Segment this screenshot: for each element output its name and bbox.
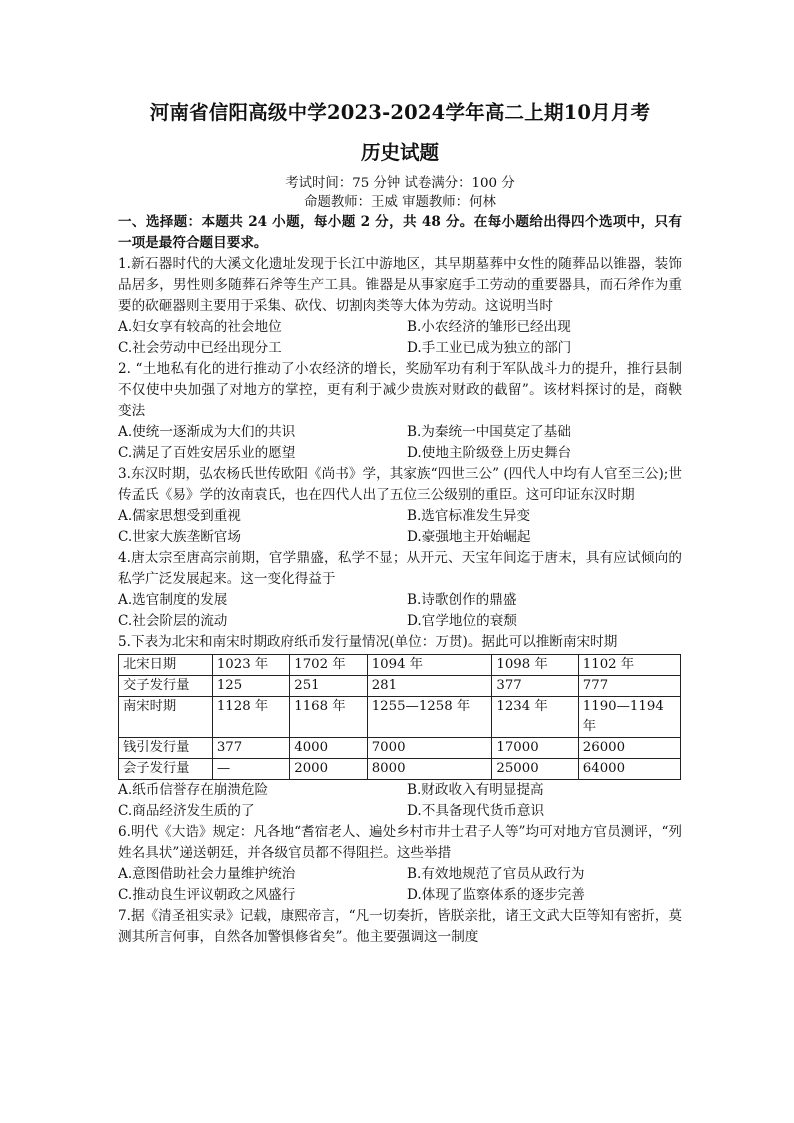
table-cell: 南宋时期 [119,697,213,738]
question-options [118,506,682,548]
option-b: B.选官标准发生异变 [407,508,531,524]
option-c: C.社会劳动中已经出现分工 [118,340,282,356]
table-cell: 125 [212,676,289,697]
table-cell: 64000 [578,759,680,780]
table-cell: 1094 年 [367,655,492,676]
question-stem: 3.东汉时期，弘农杨氏世传欧阳《尚书》学，其家族“四世三公” (四代人中均有人官至三公);世传孟氏《易》学的汝南袁氏，也在四代人出了五位三公级别的重臣。这可印证东汉时期 [118,466,682,503]
table-cell: 7000 [367,738,492,759]
table-cell: 1168 年 [290,697,367,738]
option-a: A.纸币信誉存在崩溃危险 [118,782,269,798]
table-cell: 1702 年 [290,655,367,676]
option-c: C.社会阶层的流动 [118,613,228,629]
option-a: A.选官制度的发展 [118,592,228,608]
option-b: B.诗歌创作的鼎盛 [407,592,517,608]
table-cell: 钱引发行量 [119,738,213,759]
table-cell: 北宋日期 [119,655,213,676]
option-d: D.不具备现代货币意识 [407,803,545,819]
table-cell: 4000 [290,738,367,759]
table-row [119,738,681,759]
table-cell: 251 [290,676,367,697]
exam-title: 河南省信阳高级中学2023-2024学年高二上期10月月考 [149,101,651,124]
option-d: D.体现了监察体系的逐步完善 [407,887,585,903]
question-options [118,317,682,359]
question-options [118,864,682,906]
table-cell: 1234 年 [492,697,578,738]
table-cell: 1023 年 [212,655,289,676]
question-stem: 1.新石器时代的大溪文化遗址发现于长江中游地区，其早期墓葬中女性的随葬品以锥器，装饰品居多，男性则多随葬石斧等生产工具。锥器是从事家庭手工劳动的重要器具，而石斧作为重要的砍砸器则主要用于采集、砍伐、切割肉类等大体为劳动。这说明当时 [118,256,682,314]
exam-page [118,100,682,948]
option-d: D.官学地位的衰颓 [407,613,517,629]
option-c: C.世家大族垄断官场 [118,529,241,545]
question-stem: 4.唐太宗至唐高宗前期，官学鼎盛，私学不显；从开元、天宝年间迄于唐末，具有应试倾向的私学广泛发展起来。这一变化得益于 [118,550,682,587]
option-a: A.意图借助社会力量维护统治 [118,866,296,882]
question-stem: 6.明代《大诰》规定：凡各地“耆宿老人、遍处乡村市井士君子人等”均可对地方官员测评，“列姓名具状”递送朝廷，并各级官员都不得阻拦。这些举措 [118,824,682,861]
option-b: B.为秦统一中国莫定了基础 [407,424,571,440]
table-cell: 25000 [492,759,578,780]
option-b: B.财政收入有明显提高 [407,782,544,798]
currency-table [118,654,681,780]
question-stem: 5.下表为北宋和南宋时期政府纸币发行量情况(单位：万贯)。据此可以推断南宋时期 [118,634,618,650]
option-a: A.使统一逐渐成为大们的共识 [118,424,296,440]
table-row [119,676,681,697]
question-stem: 7.据《清圣祖实录》记载，康熙帝言，“凡一切奏折，皆朕亲批，诸王文武大臣等知有密折，莫测其所言何事，自然各加警惧修省矣”。他主要强调这一制度 [118,908,682,945]
table-cell: 1098 年 [492,655,578,676]
option-a: A.妇女享有较高的社会地位 [118,319,282,335]
table-row [119,697,681,738]
table-cell: 1102 年 [578,655,680,676]
question-options [118,422,682,464]
table-cell: 281 [367,676,492,697]
section-heading: 一、选择题：本题共 24 小题，每小题 2 分，共 48 分。在每小题给出得四个选项中，只有一项是最符合题目要求。 [118,214,682,251]
table-cell: — [212,759,289,780]
table-cell: 17000 [492,738,578,759]
table-cell: 26000 [578,738,680,759]
table-cell: 1190—1194 年 [578,697,680,738]
table-row [119,655,681,676]
option-d: D.使地主阶级登上历史舞台 [407,445,572,461]
option-b: B.小农经济的雏形已经出现 [407,319,571,335]
table-row [119,759,681,780]
option-c: C.商品经济发生质的了 [118,803,255,819]
exam-info: 考试时间：75 分钟 试卷满分：100 分 [285,176,515,191]
table-cell: 交子发行量 [119,676,213,697]
table-cell: 1128 年 [212,697,289,738]
option-d: D.手工业已成为独立的部门 [407,340,572,356]
table-cell: 会子发行量 [119,759,213,780]
option-b: B.有效地规范了官员从政行为 [407,866,585,882]
table-cell: 2000 [290,759,367,780]
table-cell: 777 [578,676,680,697]
question-options [118,590,682,632]
table-cell: 377 [212,738,289,759]
question-options [118,780,682,822]
question-stem: 2. “土地私有化的进行推动了小农经济的增长，奖励军功有利于军队战斗力的提升，推行县制不仅使中央加强了对地方的掌控，更有利于减少贵族对财政的截留”。该材料探讨的是，商鞅变法 [118,361,682,419]
option-c: C.满足了百姓安居乐业的愿望 [118,445,296,461]
option-c: C.推动良生评议朝政之风盛行 [118,887,296,903]
exam-subtitle: 历史试题 [360,141,439,164]
option-d: D.豪强地主开始崛起 [407,529,531,545]
table-cell: 1255—1258 年 [367,697,492,738]
table-cell: 8000 [367,759,492,780]
exam-teachers: 命题教师：王威 审题教师：何林 [304,195,496,210]
table-cell: 377 [492,676,578,697]
option-a: A.儒家思想受到重视 [118,508,241,524]
